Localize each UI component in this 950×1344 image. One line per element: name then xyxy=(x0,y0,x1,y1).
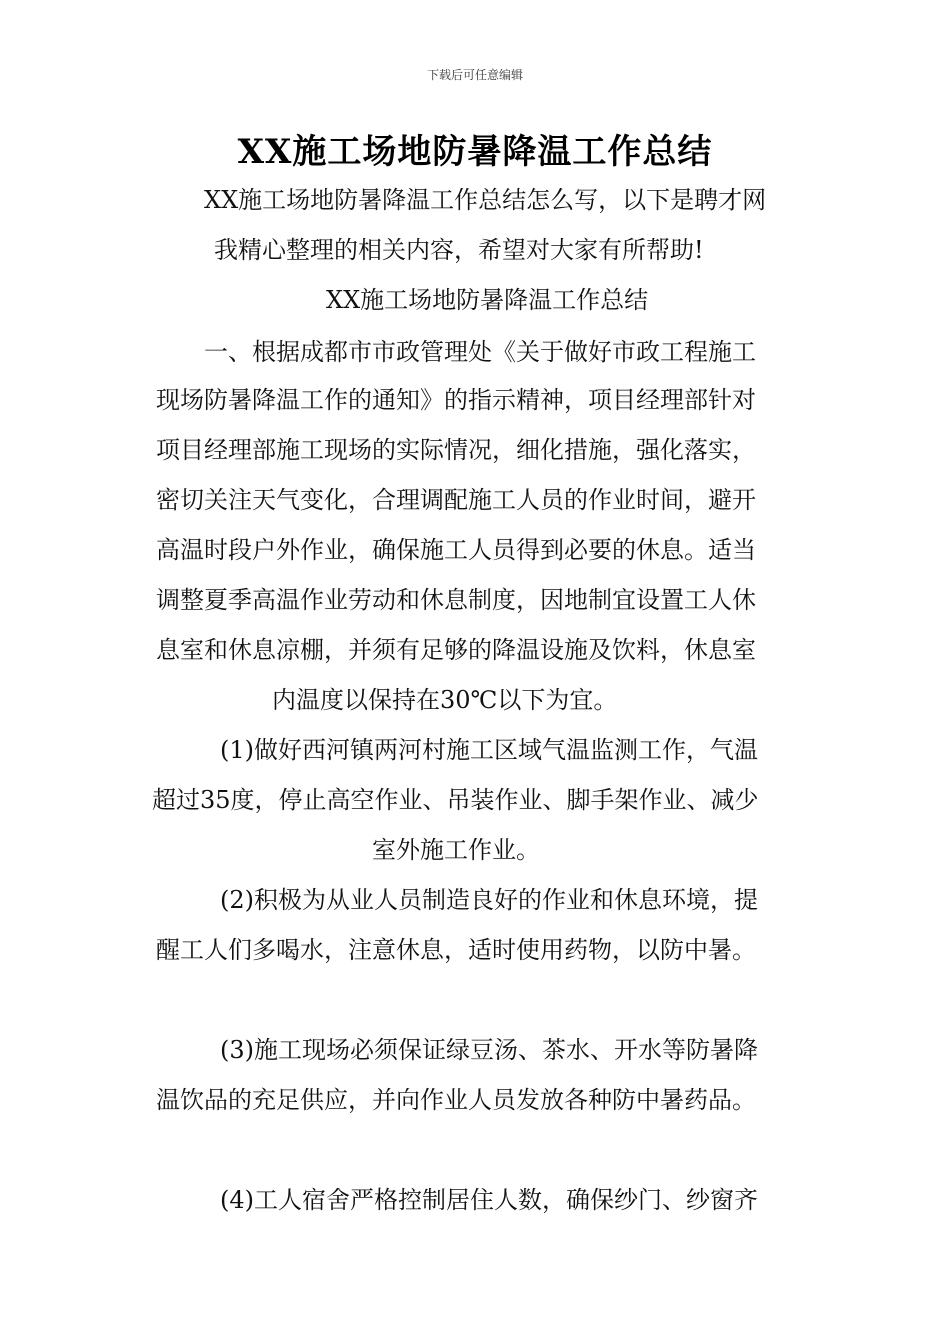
document-title: XX施工场地防暑降温工作总结 xyxy=(237,132,713,172)
header-note: 下载后可任意编辑 xyxy=(426,68,523,82)
section1-line-8: 内温度以保持在30℃以下为宜。 xyxy=(272,686,618,714)
section1-line-1: 一、根据成都市市政管理处《关于做好市政工程施工 xyxy=(204,338,756,366)
item1-line-3: 室外施工作业。 xyxy=(372,836,540,864)
section1-line-5: 高温时段户外作业，确保施工人员得到必要的休息。适当 xyxy=(156,536,756,564)
item1-line-2: 超过35度，停止高空作业、吊装作业、脚手架作业、减少 xyxy=(152,786,759,814)
item1-line-1: (1)做好西河镇两河村施工区域气温监测工作，气温 xyxy=(220,736,758,764)
section1-line-2: 现场防暑降温工作的通知》的指示精神，项目经理部针对 xyxy=(156,386,756,414)
item2-line-2: 醒工人们多喝水，注意休息，适时使用药物，以防中暑。 xyxy=(156,936,756,964)
section1-line-3: 项目经理部施工现场的实际情况，细化措施，强化落实， xyxy=(156,436,756,464)
section1-line-6: 调整夏季高温作业劳动和休息制度，因地制宜设置工人休 xyxy=(156,586,756,614)
section-subtitle: XX施工场地防暑降温工作总结 xyxy=(326,286,649,314)
item4-line-1: (4)工人宿舍严格控制居住人数，确保纱门、纱窗齐 xyxy=(220,1186,758,1214)
section1-line-4: 密切关注天气变化，合理调配施工人员的作业时间，避开 xyxy=(156,486,756,514)
item2-line-1: (2)积极为从业人员制造良好的作业和休息环境，提 xyxy=(220,886,758,914)
item3-line-2: 温饮品的充足供应，并向作业人员发放各种防中暑药品。 xyxy=(156,1086,756,1114)
intro-line-2: 我精心整理的相关内容，希望对大家有所帮助! xyxy=(214,236,704,264)
section1-line-7: 息室和休息凉棚，并须有足够的降温设施及饮料，休息室 xyxy=(156,636,756,664)
intro-line-1: XX施工场地防暑降温工作总结怎么写，以下是聘才网 xyxy=(204,186,767,214)
item3-line-1: (3)施工现场必须保证绿豆汤、茶水、开水等防暑降 xyxy=(220,1036,758,1064)
